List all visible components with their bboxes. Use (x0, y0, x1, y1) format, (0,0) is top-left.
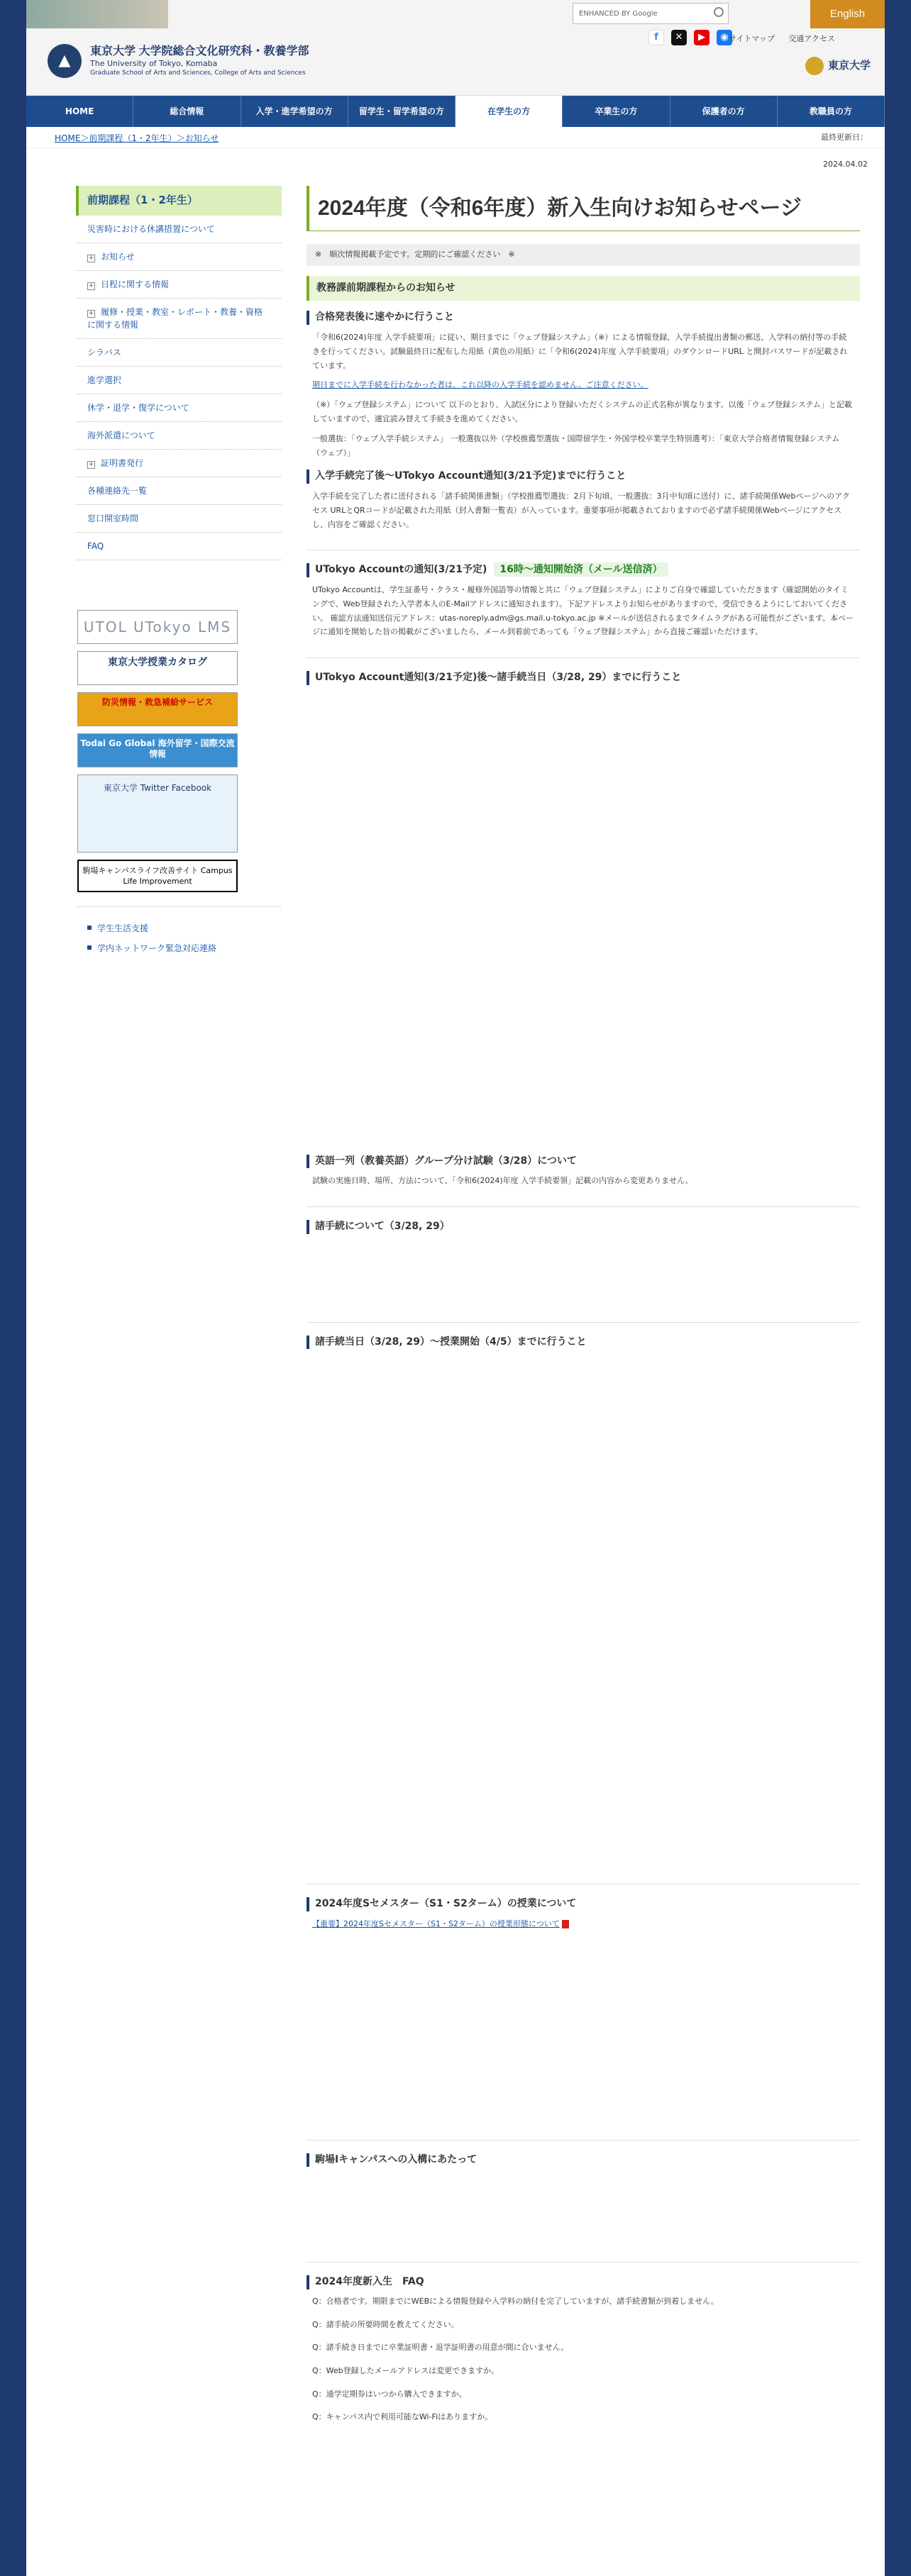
heading-procedures: 諸手続について（3/28, 29） (307, 1220, 860, 1234)
before-procedures-block (307, 691, 860, 1145)
logo-mark-icon: ▲ (48, 44, 82, 78)
logo-subtitle: The University of Tokyo, Komaba (90, 59, 218, 69)
sidebar-item-disaster[interactable]: 災害時における休講措置について (76, 216, 282, 243)
sidebar-item-label: 証明書発行 (101, 457, 144, 468)
x-twitter-icon[interactable]: ✕ (671, 30, 687, 45)
sidebar-item-faq[interactable]: FAQ (76, 533, 282, 560)
para-documents: 入学手続を完了した者に送付される「諸手続関係書類」（学校推薦型選抜：2月下旬頃、一般選抜：3月中旬頃に送付）に、諸手続関係Webページへのアクセス URLとQRコードが記載された用紙（封入書類一覧表）が入っています。重要事項が掲載されておりますので必ず諸手続関係Webページにアクセスし、内容をご確認ください。 (312, 492, 850, 529)
nav-international[interactable]: 留学生・留学希望の方 (348, 96, 456, 127)
faq-item: Q：諸手続の所要時間を教えてください。 (312, 2319, 459, 2329)
heading-utokyo-account-label: UTokyo Accountの通知(3/21予定) (315, 564, 487, 576)
utokyo-logo[interactable] (805, 57, 871, 75)
procedure-day-block (307, 1355, 860, 1865)
sidebar-item-abroad[interactable]: 海外派遣について (76, 422, 282, 450)
sidebar-banners (76, 610, 282, 892)
logo-title: 東京大学 大学院総合文化研究科・教養学部 (90, 45, 309, 57)
para-english-test: 試験の実施日時、場所、方法について、「令和6(2024)年度 入学手続要領」記載の内容から変更ありません。 (312, 1176, 693, 1186)
breadcrumb-link[interactable]: HOME＞前期課程（1・2年生）＞お知らせ (55, 133, 219, 143)
para-s-semester-link (307, 1917, 860, 1931)
header-photo (26, 0, 168, 28)
faq-item: Q：諸手続き日までに卒業証明書・退学証明書の用意が間に合いません。 (312, 2343, 569, 2353)
banner-utol[interactable]: UTOL UTokyo LMS (77, 610, 238, 644)
para-web-system: （※）「ウェブ登録システム」について 以下のとおり、入試区分により登録いただくシステムの正式名称が異なります。以後「ウェブ登録システム」と記載していますので、適宜読み替えて手続きを進めてください。 (312, 400, 852, 424)
search-placeholder: ENHANCED BY Google (579, 10, 658, 18)
plus-icon: + (88, 309, 94, 317)
sidebar (76, 186, 282, 958)
status-badge: 16時〜通知開始済（メール送信済） (494, 562, 668, 577)
breadcrumb (26, 127, 885, 148)
sidebar-item-schedule[interactable] (76, 271, 282, 299)
nav-staff[interactable]: 教職員の方 (778, 96, 885, 127)
sidebar-item-courses[interactable] (76, 299, 282, 339)
plus-icon: + (88, 282, 94, 289)
global-nav (26, 96, 885, 127)
section-heading-kyomu: 教務課前期課程からのお知らせ (307, 276, 860, 301)
para-procedure: 「令和6(2024)年度 入学手続要項」に従い、期日までに「ウェブ登録システム」（※）による情報登録、入学手続提出書類の郵送、入学料の納付等の手続きを行ってください。試験最終日に配布した用紙（黄色の用紙）に「令和6(2024)年度 入学手続要項」のダウンロードURL と開封パスワードが記載されています。 (312, 333, 848, 370)
plus-icon: + (88, 254, 94, 262)
banner-course-catalog[interactable]: 東京大学授業カタログ (77, 651, 238, 685)
deadline-link[interactable]: 期日までに入学手続を行わなかった者は、これ以降の入学手続を認めません。ご注意ください。 (312, 380, 648, 390)
procedures-block (307, 1240, 860, 1304)
faq-item: Q：キャンパス内で利用可能なWi-Fiはありますか。 (312, 2412, 493, 2422)
site-logo[interactable] (48, 44, 309, 78)
heading-utokyo-account (307, 563, 860, 577)
heading-before-procedures: UTokyo Account通知(3/21予定)後〜諸手続当日（3/28, 29）までに行うこと (307, 671, 860, 685)
faq-item: Q：合格者です。期限までにWEBによる情報登録や入学料の納付を完了していますが、諸手続書類が到着しません。 (312, 2296, 719, 2306)
google-icon[interactable]: f (648, 30, 664, 45)
campus-entry-block (307, 2172, 860, 2243)
page (26, 0, 885, 2576)
sidebar-item-label: 履修・授業・教室・レポート・教養・資格に関する情報 (87, 306, 263, 330)
sidebar-sub-links (76, 906, 282, 959)
divider (307, 2262, 860, 2263)
heading-english-test: 英語一列（教養英語）グループ分け試験（3/28）について (307, 1155, 860, 1169)
nav-general[interactable]: 総合情報 (133, 96, 241, 127)
para-system-names: 一般選抜：「ウェブ入学手続システム」 一般選抜以外（学校推薦型選抜・国際留学生・外国学校卒業学生特別選考）：「東京大学合格者情報登録システム（ウェブ）」 (312, 433, 840, 457)
ginkgo-crest-icon (805, 57, 824, 75)
nav-students[interactable]: 在学生の方 (456, 96, 563, 127)
sidebar-sub-student-support[interactable]: 学生生活支援 (76, 918, 282, 938)
banner-sns[interactable]: 東京大学 Twitter Facebook (77, 775, 238, 853)
sitemap-link[interactable]: サイトマップ (729, 34, 775, 43)
search-icon[interactable] (714, 7, 724, 17)
site-header (26, 0, 885, 96)
nav-alumni[interactable]: 卒業生の方 (563, 96, 670, 127)
access-link[interactable]: 交通アクセス (788, 34, 835, 43)
heading-campus-entry: 駒場Iキャンパスへの入構にあたって (307, 2153, 860, 2167)
sidebar-item-certificates[interactable] (76, 450, 282, 477)
youtube-icon[interactable]: ▶ (694, 30, 710, 45)
utokyo-label: 東京大学 (827, 59, 871, 72)
english-button[interactable]: English (810, 0, 885, 28)
sidebar-item-contacts[interactable]: 各種連絡先一覧 (76, 477, 282, 505)
nav-home[interactable]: HOME (26, 96, 133, 127)
sidebar-title: 前期課程（1・2年生） (76, 186, 282, 216)
sidebar-item-syllabus[interactable]: シラバス (76, 339, 282, 367)
nav-admission[interactable]: 入学・進学希望の方 (241, 96, 348, 127)
sidebar-item-news[interactable] (76, 243, 282, 271)
heading-faq: 2024年度新入生 FAQ (307, 2275, 860, 2289)
social-links (648, 30, 732, 45)
sidebar-sub-network[interactable]: 学内ネットワーク緊急対応連絡 (76, 938, 282, 958)
divider (307, 2140, 860, 2141)
sidebar-item-leave[interactable]: 休学・退学・復学について (76, 394, 282, 422)
page-date: 2024.04.02 (823, 160, 868, 169)
main-content (307, 186, 860, 2434)
last-updated-label: 最終更新日： (821, 133, 868, 142)
sidebar-item-hours[interactable]: 窓口開室時間 (76, 505, 282, 533)
para-deadline (307, 378, 860, 392)
sidebar-item-course-selection[interactable]: 進学選択 (76, 367, 282, 394)
page-title: 2024年度（令和6年度）新入生向けお知らせページ (307, 186, 860, 231)
banner-campus-life[interactable]: 駒場キャンパスライフ改善サイト Campus Life Improvement (77, 860, 238, 892)
heading-s-semester: 2024年度Sセメスター（S1・S2ターム）の授業について (307, 1897, 860, 1911)
s-semester-block (307, 1937, 860, 2121)
s-semester-link[interactable]: 【重要】2024年度Sセメスター（S1・S2ターム）の授業形態について (312, 1919, 560, 1928)
heading-procedure-day: 諸手続当日（3/28, 29）〜授業開始（4/5）までに行うこと (307, 1336, 860, 1350)
faq-item: Q：通学定期券はいつから購入できますか。 (312, 2389, 467, 2399)
para-utokyo-account: UTokyo Accountは、学生証番号・クラス・履修外国語等の情報と共に「ウェブ登録システム」によりご自身で確認していただきます（確認開始のタイミングで、Web登録された入学者本人のE-Mailアドレスに通知されます）。下記アドレスよりお知らせがありますので、受信できるようにしておいてください。 確認方法通知送信元アドレス：utas-noreply.adm@gs.mail.u-tokyo.ac.jp ※メールが送信されるまでタイムラグがある可能性がございます。本ページに通知を開始した旨の掲載がございましたら、メール到着前であっても「ウェブ登録システム」から直接ご確認いただけます。 (312, 585, 854, 637)
nav-parents[interactable]: 保護者の方 (670, 96, 778, 127)
divider (307, 657, 860, 658)
plus-icon: + (88, 460, 94, 468)
search-input[interactable] (573, 3, 729, 24)
divider (307, 1322, 860, 1323)
banner-todai-go-global[interactable]: Todai Go Global 海外留学・国際交流情報 (77, 733, 238, 767)
heading-after-announcement: 合格発表後に速やかに行うこと (307, 311, 860, 325)
divider (307, 1206, 860, 1207)
logo-subtitle-2: Graduate School of Arts and Sciences, College of Arts and Sciences (90, 69, 306, 77)
heading-after-completion: 入学手続完了後〜UTokyo Account通知(3/21予定)までに行うこと (307, 470, 860, 484)
sidebar-item-label: 日程に関する情報 (101, 279, 170, 289)
pdf-icon (562, 1920, 569, 1928)
notice-banner: ※ 順次情報掲載予定です。定期的にご確認ください ※ (307, 244, 860, 266)
instagram-icon[interactable]: ◉ (717, 30, 732, 45)
faq-item: Q：Web登録したメールアドレスは変更できますか。 (312, 2366, 499, 2376)
sidebar-item-label: お知らせ (101, 251, 135, 262)
banner-disaster-info[interactable]: 防災情報・救急補給サービス (77, 692, 238, 726)
